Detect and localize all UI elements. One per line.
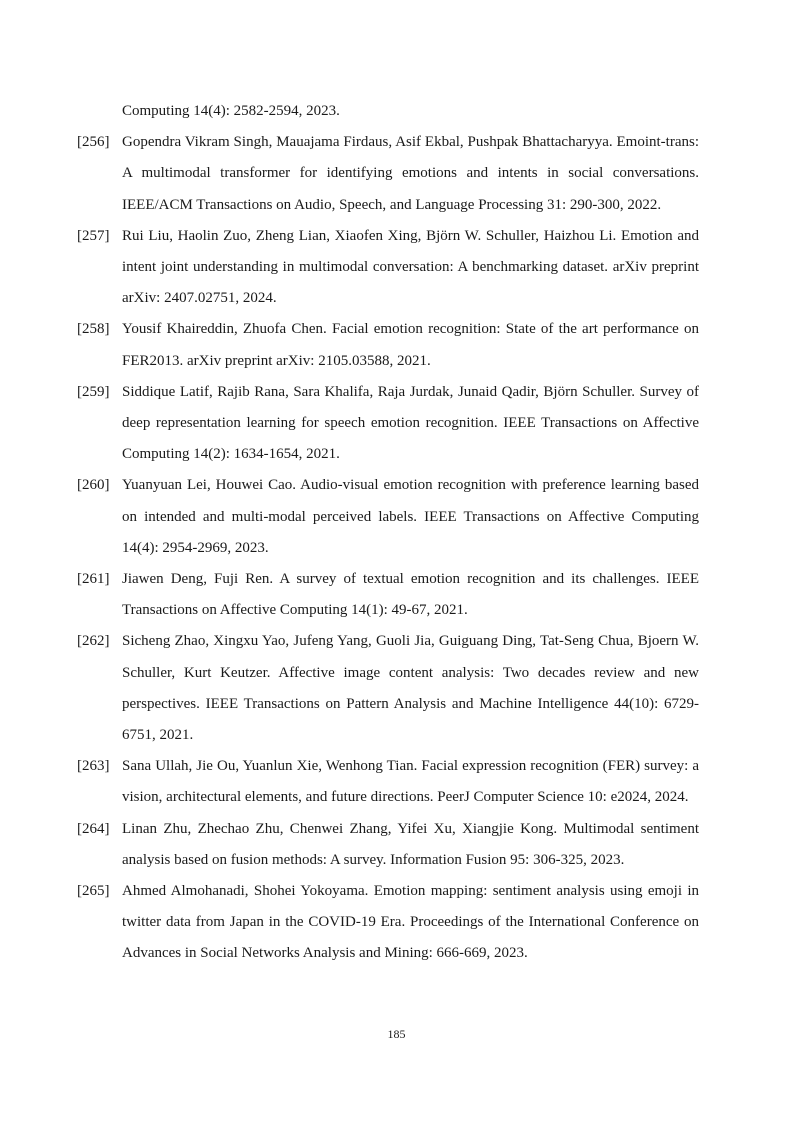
page-number: 185 [387,1027,406,1041]
reference-text: Siddique Latif, Rajib Rana, Sara Khalifa, Raja Jurdak, Junaid Qadir, Björn Schuller. Survey of deep representation learning for speech emotion recognition. IEEE Transactions on Affective Computing 14(2): 1634-1654, 2021. [122,383,699,463]
reference-number: [263] [77,758,110,775]
reference-number: [256] [77,134,110,151]
reference-text: Ahmed Almohanadi, Shohei Yokoyama. Emotion mapping: sentiment analysis using emoji in twitter data from Japan in the COVID-19 Era. Proceedings of the International Conference on Advances in Social Networks Analysis and Mining: 666-669, 2023. [122,883,699,962]
reference-text: Linan Zhu, Zhechao Zhu, Chenwei Zhang, Yifei Xu, Xiangjie Kong. Multimodal sentiment analysis based on fusion methods: A survey. Information Fusion 95: 306-325, 2023. [122,820,699,868]
reference-text: Yousif Khaireddin, Zhuofa Chen. Facial emotion recognition: State of the art performance on FER2013. arXiv preprint arXiv: 2105.03588, 2021. [122,321,699,369]
reference-text: Sana Ullah, Jie Ou, Yuanlun Xie, Wenhong Tian. Facial expression recognition (FER) survey: a vision, architectural elements, and future directions. PeerJ Computer Science 10: e2024, 2024. [122,758,699,806]
reference-item [77,751,699,813]
reference-item [77,221,699,315]
reference-number: [264] [77,820,110,837]
reference-number: [259] [77,383,110,400]
reference-item [77,314,699,376]
reference-item [77,626,699,751]
reference-item [77,876,699,970]
reference-text: Jiawen Deng, Fuji Ren. A survey of textual emotion recognition and its challenges. IEEE Transactions on Affective Computing 14(1): 49-67, 2021. [122,571,699,619]
reference-text: Gopendra Vikram Singh, Mauajama Firdaus, Asif Ekbal, Pushpak Bhattacharyya. Emoint-trans: A multimodal transformer for identifying emotions and intents in social conversations. IEEE/ACM Transactions on Audio, Speech, and Language Processing 31: 290-300, 2022. [122,134,699,213]
reference-number: [258] [77,321,110,338]
reference-number: [257] [77,227,110,244]
reference-continuation [77,96,699,127]
reference-text: Rui Liu, Haolin Zuo, Zheng Lian, Xiaofen Xing, Björn W. Schuller, Haizhou Li. Emotion and intent joint understanding in multimodal conversation: A benchmarking dataset. arXiv preprint arXiv: 2407.02751, 2024. [122,227,699,307]
reference-number: [262] [77,633,110,650]
reference-text: Yuanyuan Lei, Houwei Cao. Audio-visual emotion recognition with preference learning based on intended and multi-modal perceived labels. IEEE Transactions on Affective Computing 14(4): 2954-2969, 2023. [122,477,699,556]
reference-number: [265] [77,883,110,900]
reference-number: [260] [77,477,110,494]
reference-text: Sicheng Zhao, Xingxu Yao, Jufeng Yang, Guoli Jia, Guiguang Ding, Tat-Seng Chua, Bjoern W. Schuller, Kurt Keutzer. Affective image content analysis: Two decades review and new perspectives. IEEE Transactions on Pattern Analysis and Machine Intelligence 44(10): 6729-6751, 2021. [122,633,699,744]
reference-item [77,377,699,471]
reference-text: Computing 14(4): 2582-2594, 2023. [122,103,340,119]
reference-item [77,814,699,876]
reference-item [77,470,699,564]
reference-list [77,96,699,970]
reference-item [77,127,699,221]
reference-number: [261] [77,571,110,588]
reference-item [77,564,699,626]
